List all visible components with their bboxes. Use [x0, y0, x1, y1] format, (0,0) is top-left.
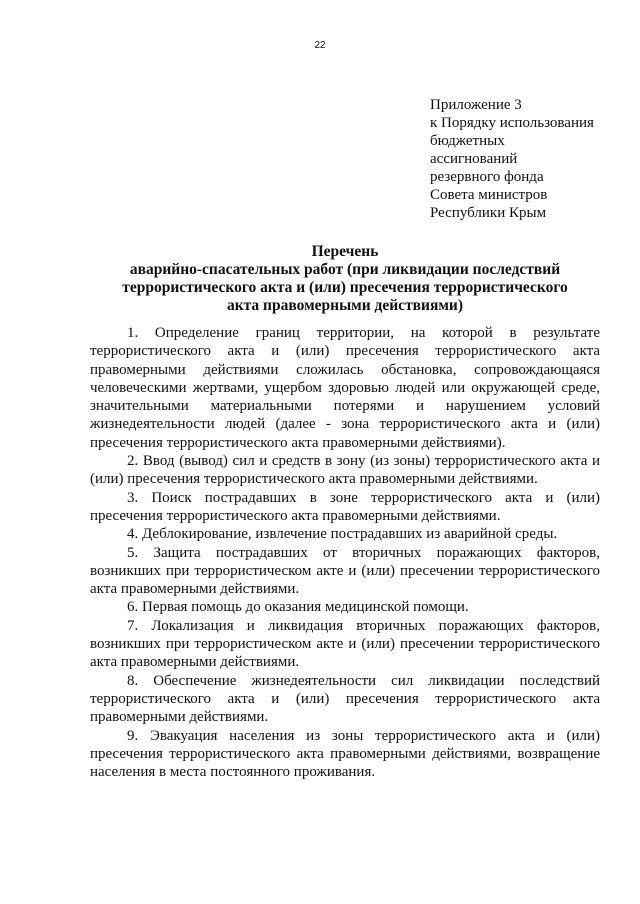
appendix-line: Приложение 3: [430, 97, 522, 113]
appendix-line: ассигнований: [430, 151, 518, 167]
list-item-6: 6. Первая помощь до оказания медицинской помощи.: [127, 599, 469, 616]
list-item-1: 1. Определение границ территории, на которой в результате террористического акта и (или) пресечения террористического акта правомерными действиями сложилась обстановка, сопровождающаяся человеческими жертвами, ущербом здоровью людей или окружающей среде, значительными материальными потерями и нарушением условий жизнедеятельности людей (далее - зона террористического акта и (или) пресечения террористического акта правомерными действиями).: [90, 325, 600, 451]
list-item-2: 2. Ввод (вывод) сил и средств в зону (из зоны) террористического акта и (или) пресечения террористического акта правомерными действиями.: [90, 453, 600, 488]
title-line: аварийно-спасательных работ (при ликвидации последствий: [129, 261, 561, 278]
list-item-3: 3. Поиск пострадавших в зоне террористического акта и (или) пресечения террористического акта правомерными действиями.: [90, 489, 600, 524]
document-body: [90, 324, 600, 781]
appendix-line: к Порядку использования: [430, 115, 594, 131]
title-line: террористического акта и (или) пресечения террористического: [122, 279, 568, 296]
list-item-7: 7. Локализация и ликвидация вторичных поражающих факторов, возникших при террористическом акте и (или) пресечении террористического акта правомерными действиями.: [90, 617, 600, 671]
list-item-5: 5. Защита пострадавших от вторичных поражающих факторов, возникших при террористическом акте и (или) пресечении террористического акта правомерными действиями.: [90, 544, 600, 598]
appendix-line: резервного фонда: [430, 169, 544, 185]
list-item-8: 8. Обеспечение жизнедеятельности сил ликвидации последствий террористического акта и (или) пресечения террористического акта правомерными действиями.: [90, 672, 600, 726]
list-item-9: 9. Эвакуация населения из зоны террористического акта и (или) пресечения террористического акта правомерными действиями, возвращение населения в места постоянного проживания.: [90, 727, 600, 781]
appendix-line: бюджетных: [430, 133, 505, 149]
list-item-4: 4. Деблокирование, извлечение пострадавших из аварийной среды.: [127, 526, 558, 543]
title-line: акта правомерными действиями): [226, 297, 464, 314]
title-line: Перечень: [311, 243, 379, 260]
appendix-note: [430, 96, 620, 222]
document-title: [90, 243, 600, 315]
appendix-line: Республики Крым: [430, 205, 547, 221]
appendix-line: Совета министров: [430, 187, 548, 203]
page-number: 22: [314, 40, 326, 51]
